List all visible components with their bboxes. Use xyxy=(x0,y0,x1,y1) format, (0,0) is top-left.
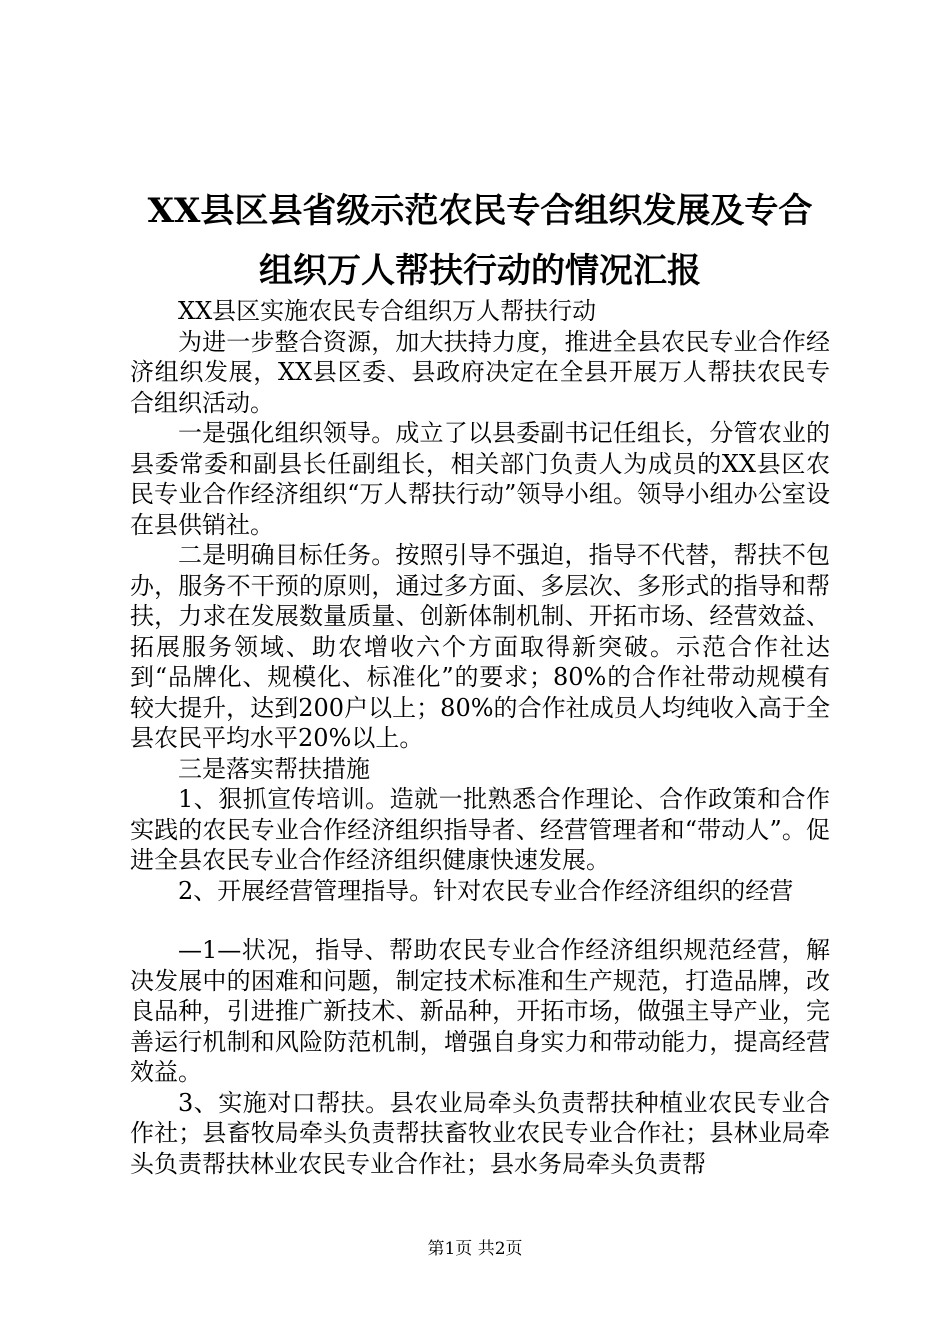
document-title-line-2: 组织万人帮扶行动的情况汇报 xyxy=(259,251,701,291)
paragraph-measure-3: 3、实施对口帮扶。县农业局牵头负责帮扶种植业农民专业合作社；县畜牧局牵头负责帮扶畜牧业农民专业合作社；县林业局牵头负责帮扶林业农民专业合作社；县水务局牵头负责帮 xyxy=(130,1088,830,1178)
paragraph-point-three: 三是落实帮扶措施 xyxy=(178,754,370,783)
paragraph-point-one: 一是强化组织领导。成立了以县委副书记任组长，分管农业的县委常委和副县长任副组长，相关部门负责人为成员的XX县区农民专业合作经济组织“万人帮扶行动”领导小组。领导小组办公室设在县供销社。 xyxy=(130,419,830,539)
paragraph-measure-2: 2、开展经营管理指导。针对农民专业合作经济组织的经营 xyxy=(178,876,794,905)
document-body-continued xyxy=(130,935,830,1179)
paragraph-point-two: 二是明确目标任务。按照引导不强迫，指导不代替，帮扶不包办，服务不干预的原则，通过多方面、多层次、多形式的指导和帮扶，力求在发展数量质量、创新体制机制、开拓市场、经营效益、拓展服务领域、助农增收六个方面取得新突破。示范合作社达到“品牌化、规模化、标准化”的要求；80%的合作社带动规模有较大提升，达到200户以上；80%的合作社成员人均纯收入高于全县农民平均水平20%以上。 xyxy=(130,541,830,752)
paragraph-measure-1: 1、狠抓宣传培训。造就一批熟悉合作理论、合作政策和合作实践的农民专业合作经济组织指导者、经营管理者和“带动人”。促进全县农民专业合作经济组织健康快速发展。 xyxy=(130,785,830,874)
paragraph-measure-2-continued: —1—状况，指导、帮助农民专业合作经济组织规范经营，解决发展中的困难和问题，制定技术标准和生产规范，打造品牌，改良品种，引进推广新技术、新品种，开拓市场，做强主导产业，完善运行机制和风险防范机制，增强自身实力和带动能力，提高经营效益。 xyxy=(130,936,830,1086)
paragraph-subtitle: XX县区实施农民专合组织万人帮扶行动 xyxy=(178,297,597,325)
document-body xyxy=(130,296,830,906)
document-title-line-1: XX县区县省级示范农民专合组织发展及专合 xyxy=(147,191,813,231)
page-number-footer: 第1页 共2页 xyxy=(427,1239,523,1259)
paragraph-intro: 为进一步整合资源，加大扶持力度，推进全县农民专业合作经济组织发展，XX县区委、县政府决定在全县开展万人帮扶农民专合组织活动。 xyxy=(130,327,830,417)
